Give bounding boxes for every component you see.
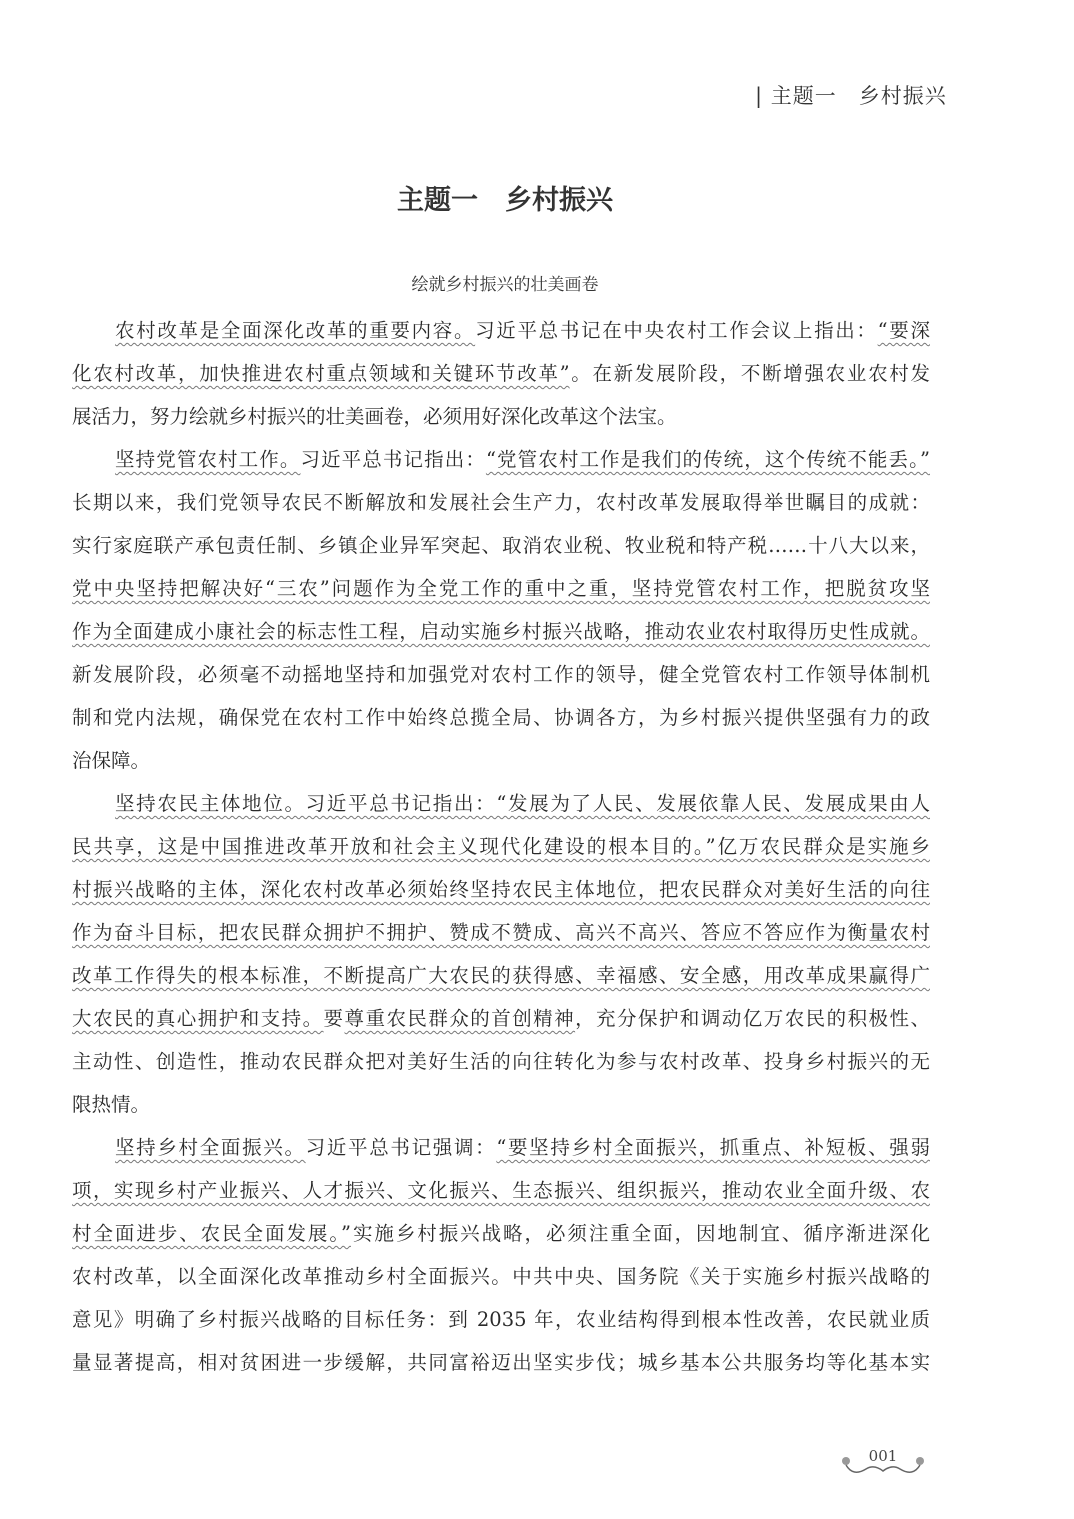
text-line <box>72 567 930 610</box>
underlined-text: 民共享，这是中国推进改革开放和社会主义现代化建设的根本目的。”亿万农民群众是实施乡 <box>72 835 930 858</box>
text-segment: 主动性、创造性，推动农民群众把对美好生活的向往转化为参与农村改革、投身乡村振兴的无 <box>72 1050 930 1073</box>
text-line <box>72 997 930 1040</box>
text-segment: 展活力，努力绘就乡村振兴的壮美画卷，必须用好深化改革这个法宝。 <box>72 405 677 428</box>
underlined-text: 大农民的真心拥护和支持。 <box>72 1007 324 1030</box>
text-segment: 意见》明确了乡村振兴战略的目标任务：到 2035 年，农业结构得到根本性改善，农民就业质 <box>72 1308 930 1331</box>
text-line <box>72 868 930 911</box>
text-segment: 。在新发展阶段，不断增强农业农村发 <box>569 362 930 385</box>
underlined-text: 农村改革是全面深化改革的重要内容。 <box>115 319 476 342</box>
underlined-text: “要深 <box>877 319 930 342</box>
text-line <box>72 782 930 825</box>
text-segment: 长期以来，我们党领导农民不断解放和发展社会生产力，农村改革发展取得举世瞩目的成就： <box>72 491 930 514</box>
underlined-text: 村全面进步、农民全面发展。” <box>72 1222 351 1245</box>
text-segment: 治保障。 <box>72 749 151 772</box>
text-line <box>72 954 930 997</box>
underlined-text: 坚持乡村全面振兴。 <box>115 1136 306 1159</box>
text-line <box>72 1255 930 1298</box>
text-segment: 限热情。 <box>72 1093 151 1116</box>
text-line <box>72 1298 930 1341</box>
underlined-text: “党管农村工作是我们的传统，这个传统不能丢。” <box>485 448 930 471</box>
text-line <box>72 524 930 567</box>
text-segment: 农村改革，以全面深化改革推动乡村全面振兴。中共中央、国务院《关于实施乡村振兴战略的 <box>72 1265 930 1288</box>
page-number-text: 001 <box>868 1447 898 1465</box>
text-line <box>72 1169 930 1212</box>
text-line <box>72 395 930 438</box>
text-segment: 要 <box>323 1007 345 1030</box>
text-segment: 实施乡村振兴战略，必须注重全面，因地制宜、循序渐进深化 <box>351 1222 930 1245</box>
text-line <box>72 1040 930 1083</box>
underlined-text: 化农村改革，加快推进农村重点领域和关键环节改革” <box>72 362 570 385</box>
underlined-text: 村振兴战略的主体，深化农村改革必须始终坚持农民主体地位，把农民群众对美好生活的向往 <box>72 878 930 901</box>
text-line <box>72 653 930 696</box>
text-segment: 制和党内法规，确保党在农村工作中始终总揽全局、协调各方，为乡村振兴提供坚强有力的政 <box>72 706 930 729</box>
text-line <box>72 309 930 352</box>
chapter-title: 主题一 乡村振兴 <box>397 185 613 216</box>
text-line <box>72 1212 930 1255</box>
text-segment: 习近平总书记在中央农村工作会议上指出： <box>475 319 878 342</box>
running-head: | 主题一 乡村振兴 <box>755 84 947 108</box>
text-line <box>72 352 930 395</box>
underlined-text: 改革工作得失的根本标准，不断提高广大农民的获得感、幸福感、安全感，用改革成果赢得广 <box>72 964 930 987</box>
underlined-text: 坚持农民主体地位。习近平总书记指出：“发展为了人民、发展依靠人民、发展成果由人 <box>115 792 930 815</box>
underlined-text: 党中央坚持把解决好“三农”问题作为全党工作的重中之重，坚持党管农村工作，把脱贫攻坚 <box>72 577 930 600</box>
text-line <box>72 610 930 653</box>
text-line <box>72 739 930 782</box>
text-segment: 量显著提高，相对贫困进一步缓解，共同富裕迈出坚实步伐；城乡基本公共服务均等化基本实 <box>72 1351 930 1374</box>
text-segment: 新发展阶段，必须毫不动摇地坚持和加强党对农村工作的领导，健全党管农村工作领导体制机 <box>72 663 930 686</box>
text-line <box>72 1126 930 1169</box>
text-line <box>72 696 930 739</box>
text-segment: 习近平总书记指出： <box>300 448 486 471</box>
body-text <box>72 309 930 1384</box>
text-segment: 习近平总书记强调： <box>305 1136 497 1159</box>
underlined-text: 坚持党管农村工作。 <box>115 448 301 471</box>
text-line <box>72 825 930 868</box>
underlined-text: 作为奋斗目标，把农民群众拥护不拥护、赞成不赞成、高兴不高兴、答应不答应作为衡量农村 <box>72 921 930 944</box>
text-line <box>72 481 930 524</box>
text-line <box>72 1341 930 1384</box>
text-segment: ，充分保护和调动亿万农民的积极性、 <box>575 1007 930 1030</box>
page-number <box>838 1447 928 1483</box>
article-subtitle: 绘就乡村振兴的壮美画卷 <box>411 275 599 295</box>
text-line <box>72 1083 930 1126</box>
underlined-text: 作为全面建成小康社会的标志性工程，启动实施乡村振兴战略，推动农业农村取得历史性成就。 <box>72 620 930 643</box>
text-line <box>72 911 930 954</box>
underlined-text: 项，实现乡村产业振兴、人才振兴、文化振兴、生态振兴、组织振兴，推动农业全面升级、农 <box>72 1179 930 1202</box>
underlined-text: “要坚持乡村全面振兴，抓重点、补短板、强弱 <box>496 1136 930 1159</box>
underlined-text: 尊重农民群众的首创精神 <box>344 1007 576 1030</box>
page-ornament-icon <box>838 1447 928 1483</box>
text-line <box>72 438 930 481</box>
text-segment: 实行家庭联产承包责任制、乡镇企业异军突起、取消农业税、牧业税和特产税……十八大以来， <box>72 534 930 557</box>
